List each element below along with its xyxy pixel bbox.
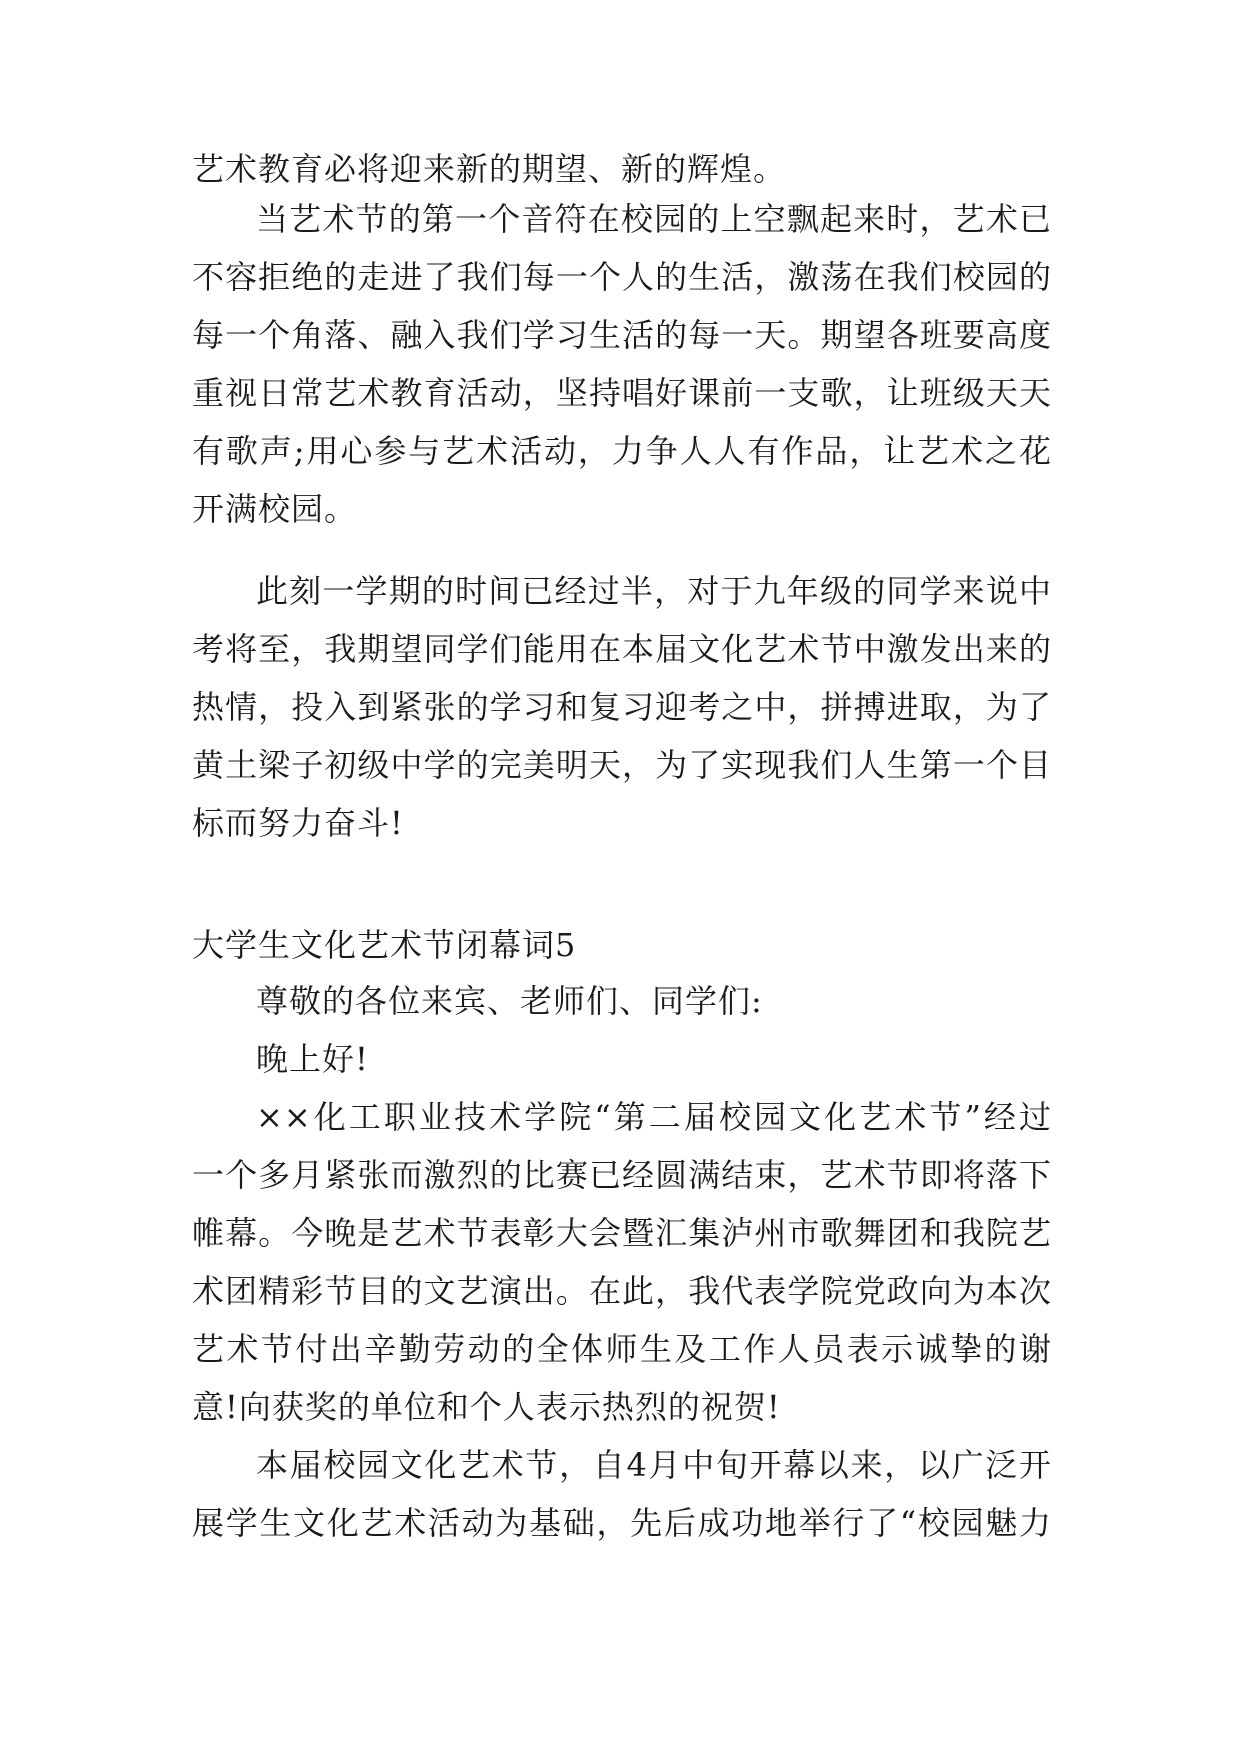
text-line: 有歌声;用心参与艺术活动，力争人人有作品，让艺术之花 <box>192 432 1052 470</box>
text-line: 每一个角落、融入我们学习生活的每一天。期望各班要高度 <box>192 316 1052 354</box>
text-line: 艺术教育必将迎来新的期望、新的辉煌。 <box>192 150 787 188</box>
text-line: 黄土梁子初级中学的完美明天，为了实现我们人生第一个目 <box>192 746 1052 784</box>
section-title: 大学生文化艺术节闭幕词5 <box>192 926 577 964</box>
text-line: 重视日常艺术教育活动，坚持唱好课前一支歌，让班级天天 <box>192 374 1052 412</box>
text-line: 一个多月紧张而激烈的比赛已经圆满结束，艺术节即将落下 <box>192 1156 1052 1194</box>
text-line: 考将至，我期望同学们能用在本届文化艺术节中激发出来的 <box>192 630 1052 668</box>
text-line: 帷幕。今晚是艺术节表彰大会暨汇集泸州市歌舞团和我院艺 <box>192 1214 1052 1252</box>
text-line: 艺术节付出辛勤劳动的全体师生及工作人员表示诚挚的谢 <box>192 1330 1052 1368</box>
text-line: 不容拒绝的走进了我们每一个人的生活，激荡在我们校园的 <box>192 258 1052 296</box>
paragraph-closing-remarks <box>192 1088 1052 1436</box>
text-line: 此刻一学期的时间已经过半，对于九年级的同学来说中 <box>256 572 1052 610</box>
paragraph-semester <box>192 562 1052 852</box>
text-line: 本届校园文化艺术节，自4月中旬开幕以来，以广泛开 <box>256 1446 1052 1484</box>
text-line: 意!向获奖的单位和个人表示热烈的祝贺! <box>192 1388 781 1426</box>
greeting: 晚上好! <box>256 1040 369 1078</box>
paragraph-art-festival <box>192 190 1052 538</box>
text-line: 热情，投入到紧张的学习和复习迎考之中，拼搏进取，为了 <box>192 688 1052 726</box>
text-line: 当艺术节的第一个音符在校园的上空飘起来时，艺术已 <box>256 200 1052 238</box>
text-line: 标而努力奋斗! <box>192 804 404 842</box>
text-line: ××化工职业技术学院“第二届校园文化艺术节”经过 <box>256 1098 1052 1136</box>
salutation: 尊敬的各位来宾、老师们、同学们: <box>256 982 763 1020</box>
text-line: 开满校园。 <box>192 490 358 528</box>
paragraph-festival-summary <box>192 1436 1052 1552</box>
text-line: 术团精彩节目的文艺演出。在此，我代表学院党政向为本次 <box>192 1272 1052 1310</box>
text-line: 展学生文化艺术活动为基础，先后成功地举行了“校园魅力 <box>192 1504 1052 1542</box>
